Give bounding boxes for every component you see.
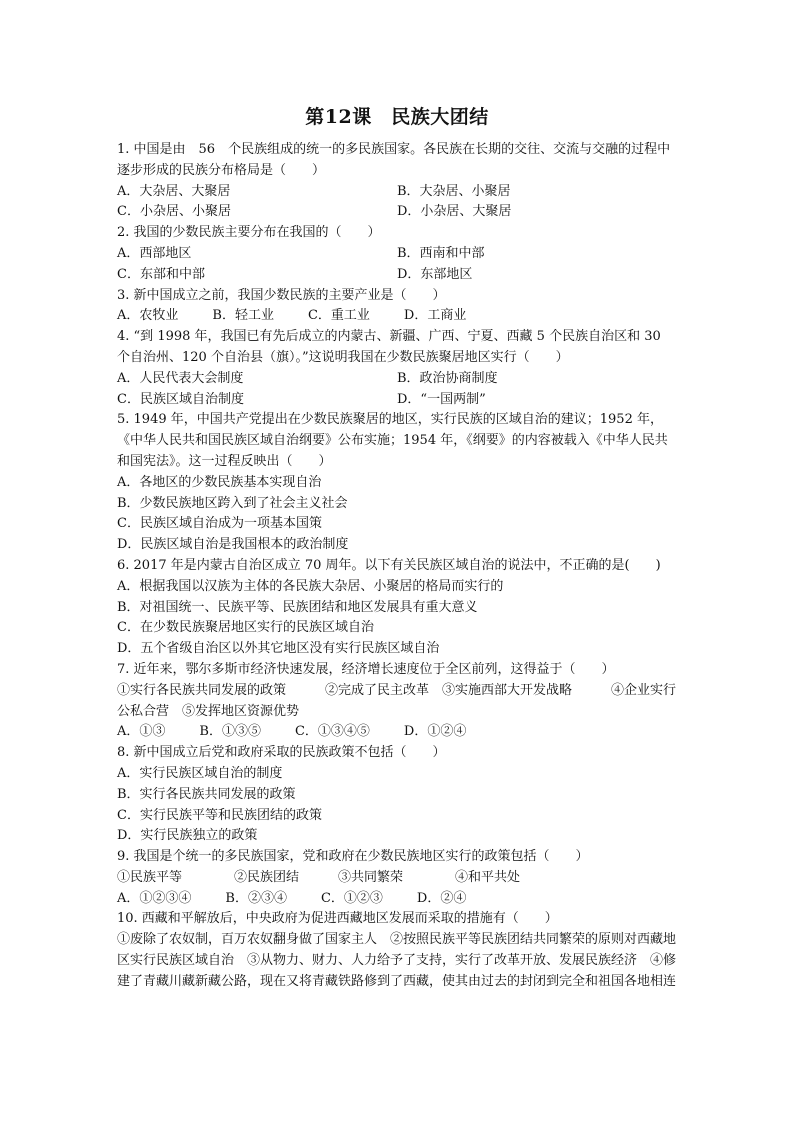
option-d: D．①②④ [403,724,467,740]
option-d: D．②④ [416,890,467,906]
option-b: B．西南和中部 [397,245,485,261]
option-a: A．①②③④ [117,890,192,906]
question-items: ①实行各民族共同发展的政策 ②完成了民主改革 ③实施西部大开发战略 ④企业实行公私合营 ⑤发挥地区资源优势 [117,682,677,719]
option-b: B．对祖国统一、民族平等、民族团结和地区发展具有重大意义 [117,599,478,615]
option-c: C．①②③ [320,890,383,906]
page-title: 第12课 民族大团结 [305,106,489,128]
question-stem: 8. 新中国成立后党和政府采取的民族政策不包括（ ） [117,745,446,761]
option-a: A．实行民族区域自治的制度 [117,765,283,781]
question-stem: 5. 1949 年，中国共产党提出在少数民族聚居的地区，实行民族的区域自治的建议；1952 年，《中华人民共和国民族区域自治纲要》公布实施；1954 年，《纲要》的内容被载入《中华人民共和国宪法》。这一过程反映出（ ） [117,412,668,469]
question-stem: 6. 2017 年是内蒙古自治区成立 70 周年。以下有关民族区域自治的说法中，不正确的是( ) [117,557,661,573]
option-a: A．人民代表大会制度 [117,370,244,386]
question-2 [117,223,677,285]
option-b: B．少数民族地区跨入到了社会主义社会 [117,495,348,511]
option-c: C．民族区域自治制度 [117,391,244,407]
options [117,473,677,556]
option-c: C．在少数民族聚居地区实行的民族区域自治 [117,620,374,636]
option-a: A．各地区的少数民族基本实现自治 [117,474,322,490]
option-a: A．西部地区 [117,245,192,261]
option-b: B．轻工业 [212,308,274,324]
option-a: A．根据我国以汉族为主体的各民族大杂居、小聚居的格局而实行的 [117,578,504,594]
option-a: A．①③ [117,724,166,740]
options [117,577,677,660]
options [117,889,677,910]
option-d: D．实行民族独立的政策 [117,828,258,844]
worksheet-page [117,104,677,993]
option-b: B．实行各民族共同发展的政策 [117,786,296,802]
options [117,306,677,327]
question-stem: 9. 我国是个统一的多民族国家，党和政府在少数民族地区实行的政策包括（ ） [117,849,589,865]
option-a: A．大杂居、大聚居 [117,183,231,199]
question-5 [117,410,677,556]
option-b: B．政治协商制度 [397,370,498,386]
question-10 [117,909,677,992]
option-c: C．重工业 [307,308,370,324]
question-stem: 1. 中国是由 56 个民族组成的统一的多民族国家。各民族在长期的交往、交流与交融的过程中逐步形成的民族分布格局是（ ） [117,142,671,178]
options [117,722,677,743]
options [117,369,677,411]
question-3 [117,286,677,328]
question-stem: 10. 西藏和平解放后，中央政府为促进西藏地区发展而采取的措施有（ ） [117,911,558,927]
question-6 [117,556,677,660]
option-b: B．大杂居、小聚居 [397,183,511,199]
option-b: B．②③④ [225,890,287,906]
option-d: D．小杂居、大聚居 [397,204,512,220]
question-1 [117,140,677,223]
options [117,244,677,286]
option-d: D．民族区域自治是我国根本的政治制度 [117,537,349,553]
question-items: ①民族平等 ②民族团结 ③共同繁荣 ④和平共处 [117,869,521,885]
option-d: D．五个省级自治区以外其它地区没有实行民族区域自治 [117,641,440,657]
option-c: C．东部和中部 [117,266,205,282]
question-stem: 2. 我国的少数民族主要分布在我国的（ ） [117,225,381,241]
question-8 [117,743,677,847]
option-c: C．①③④⑤ [294,724,370,740]
option-a: A．农牧业 [117,308,179,324]
question-9 [117,847,677,909]
question-4 [117,327,677,410]
option-c: C．民族区域自治成为一项基本国策 [117,516,322,532]
option-d: D．“一国两制” [397,391,486,407]
question-7 [117,660,677,743]
option-c: C．小杂居、小聚居 [117,204,231,220]
option-c: C．实行民族平等和民族团结的政策 [117,807,322,823]
option-b: B．①③⑤ [199,724,261,740]
option-d: D．工商业 [403,308,467,324]
question-items: ①废除了农奴制，百万农奴翻身做了国家主人 ②按照民族平等民族团结共同繁荣的原则对西藏地区实行民族区域自治 ③从物力、财力、人力给予了支持，实行了改革开放、发展民族经济 ④修建了青藏川藏新藏公路，现在又将青藏铁路修到了西藏，使其由过去的封闭到完全和祖国各地相连 [117,932,677,989]
options [117,182,677,224]
question-stem: 4. “到 1998 年，我国已有先后成立的内蒙古、新疆、广西、宁夏、西藏 5 个民族自治区和 30 个自治州、120 个自治县（旗）。”这说明我国在少数民族聚居地区实行（ ） [117,329,661,365]
question-stem: 3. 新中国成立之前，我国少数民族的主要产业是（ ） [117,287,446,303]
question-stem: 7. 近年来，鄂尔多斯市经济快速发展，经济增长速度位于全区前列，这得益于（ ） [117,661,615,677]
options [117,764,677,847]
option-d: D．东部地区 [397,266,473,282]
